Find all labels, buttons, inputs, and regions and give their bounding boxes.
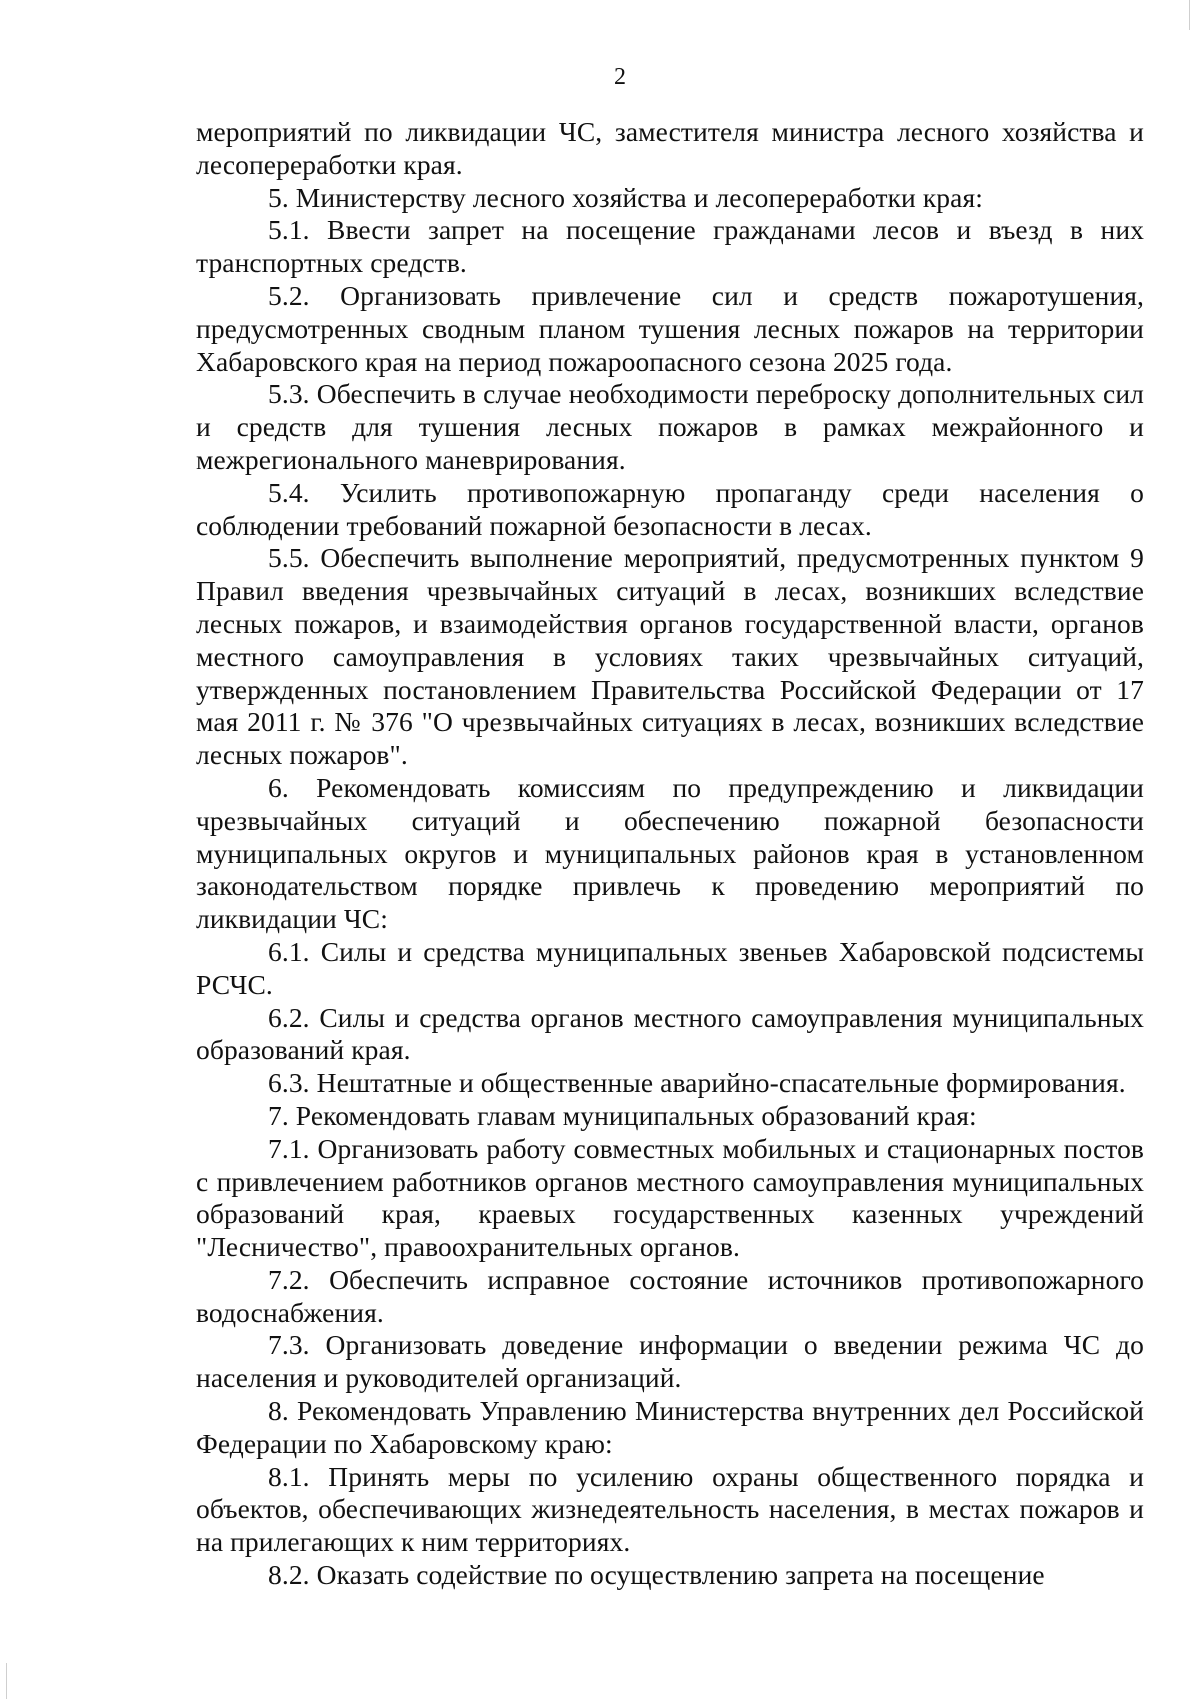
- paragraph: 6.1. Силы и средства муниципальных звеньев Хабаровской подсистемы РСЧС.: [196, 935, 1144, 1000]
- paragraph: 6.2. Силы и средства органов местного самоуправления муниципальных образований края.: [196, 1001, 1144, 1066]
- paragraph: 8. Рекомендовать Управлению Министерства внутренних дел Российской Федерации по Хабаровскому краю:: [196, 1395, 1144, 1459]
- paragraph: 5. Министерству лесного хозяйства и лесопереработки края:: [268, 181, 983, 213]
- paragraph: 6.3. Нештатные и общественные аварийно-спасательные формирования.: [268, 1067, 1126, 1099]
- paragraph: 5.2. Организовать привлечение сил и средств пожаротушения, предусмотренных сводным планом тушения лесных пожаров на территории Хабаровского края на период пожароопасного сезона 2025 года.: [196, 279, 1144, 377]
- paragraph: 7. Рекомендовать главам муниципальных образований края:: [268, 1099, 977, 1131]
- paragraph: 5.3. Обеспечить в случае необходимости переброску дополнительных сил и средств для тушения лесных пожаров в рамках межрайонного и межрегионального маневрирования.: [196, 378, 1144, 475]
- paragraph: 7.1. Организовать работу совместных мобильных и стационарных постов с привлечением работников органов местного самоуправления муниципальных образований края, краевых государственных казенных учреждений "Лесничество", правоохранительных органов.: [196, 1132, 1144, 1263]
- document-body: [196, 116, 1144, 1592]
- page-number: 2: [614, 64, 626, 90]
- paragraph: 7.2. Обеспечить исправное состояние источников противопожарного водоснабжения.: [196, 1263, 1144, 1328]
- paragraph: 7.3. Организовать доведение информации о введении режима ЧС до населения и руководителей организаций.: [196, 1329, 1144, 1394]
- paragraph: 5.5. Обеспечить выполнение мероприятий, предусмотренных пунктом 9 Правил введения чрезвычайных ситуаций в лесах, возникших вследствие лесных пожаров, и взаимодействия органов государственной власти, органов местного самоуправления в условиях таких чрезвычайных ситуаций, утвержденных постановлением Правительства Российской Федерации от 17 мая 2011 г. № 376 "О чрезвычайных ситуациях в лесах, возникших вследствие лесных пожаров".: [196, 542, 1144, 771]
- paragraph: мероприятий по ликвидации ЧС, заместителя министра лесного хозяйства и лесопереработки края.: [196, 116, 1144, 180]
- paragraph: 6. Рекомендовать комиссиям по предупреждению и ликвидации чрезвычайных ситуаций и обеспечению пожарной безопасности муниципальных округов и муниципальных районов края в установленном законодательством порядке привлечь к проведению мероприятий по ликвидации ЧС:: [196, 771, 1144, 935]
- scan-edge-mark: [1189, 0, 1190, 30]
- paragraph: 8.1. Принять меры по усилению охраны общественного порядка и объектов, обеспечивающих жизнедеятельность населения, в местах пожаров и на прилегающих к ним территориях.: [196, 1460, 1144, 1558]
- paragraph: 5.1. Ввести запрет на посещение гражданами лесов и въезд в них транспортных средств.: [196, 214, 1144, 279]
- paragraph: 8.2. Оказать содействие по осуществлению запрета на посещение: [268, 1559, 1045, 1591]
- paragraph: 5.4. Усилить противопожарную пропаганду среди населения о соблюдении требований пожарной безопасности в лесах.: [196, 476, 1144, 541]
- scan-edge-mark: [6, 1663, 7, 1699]
